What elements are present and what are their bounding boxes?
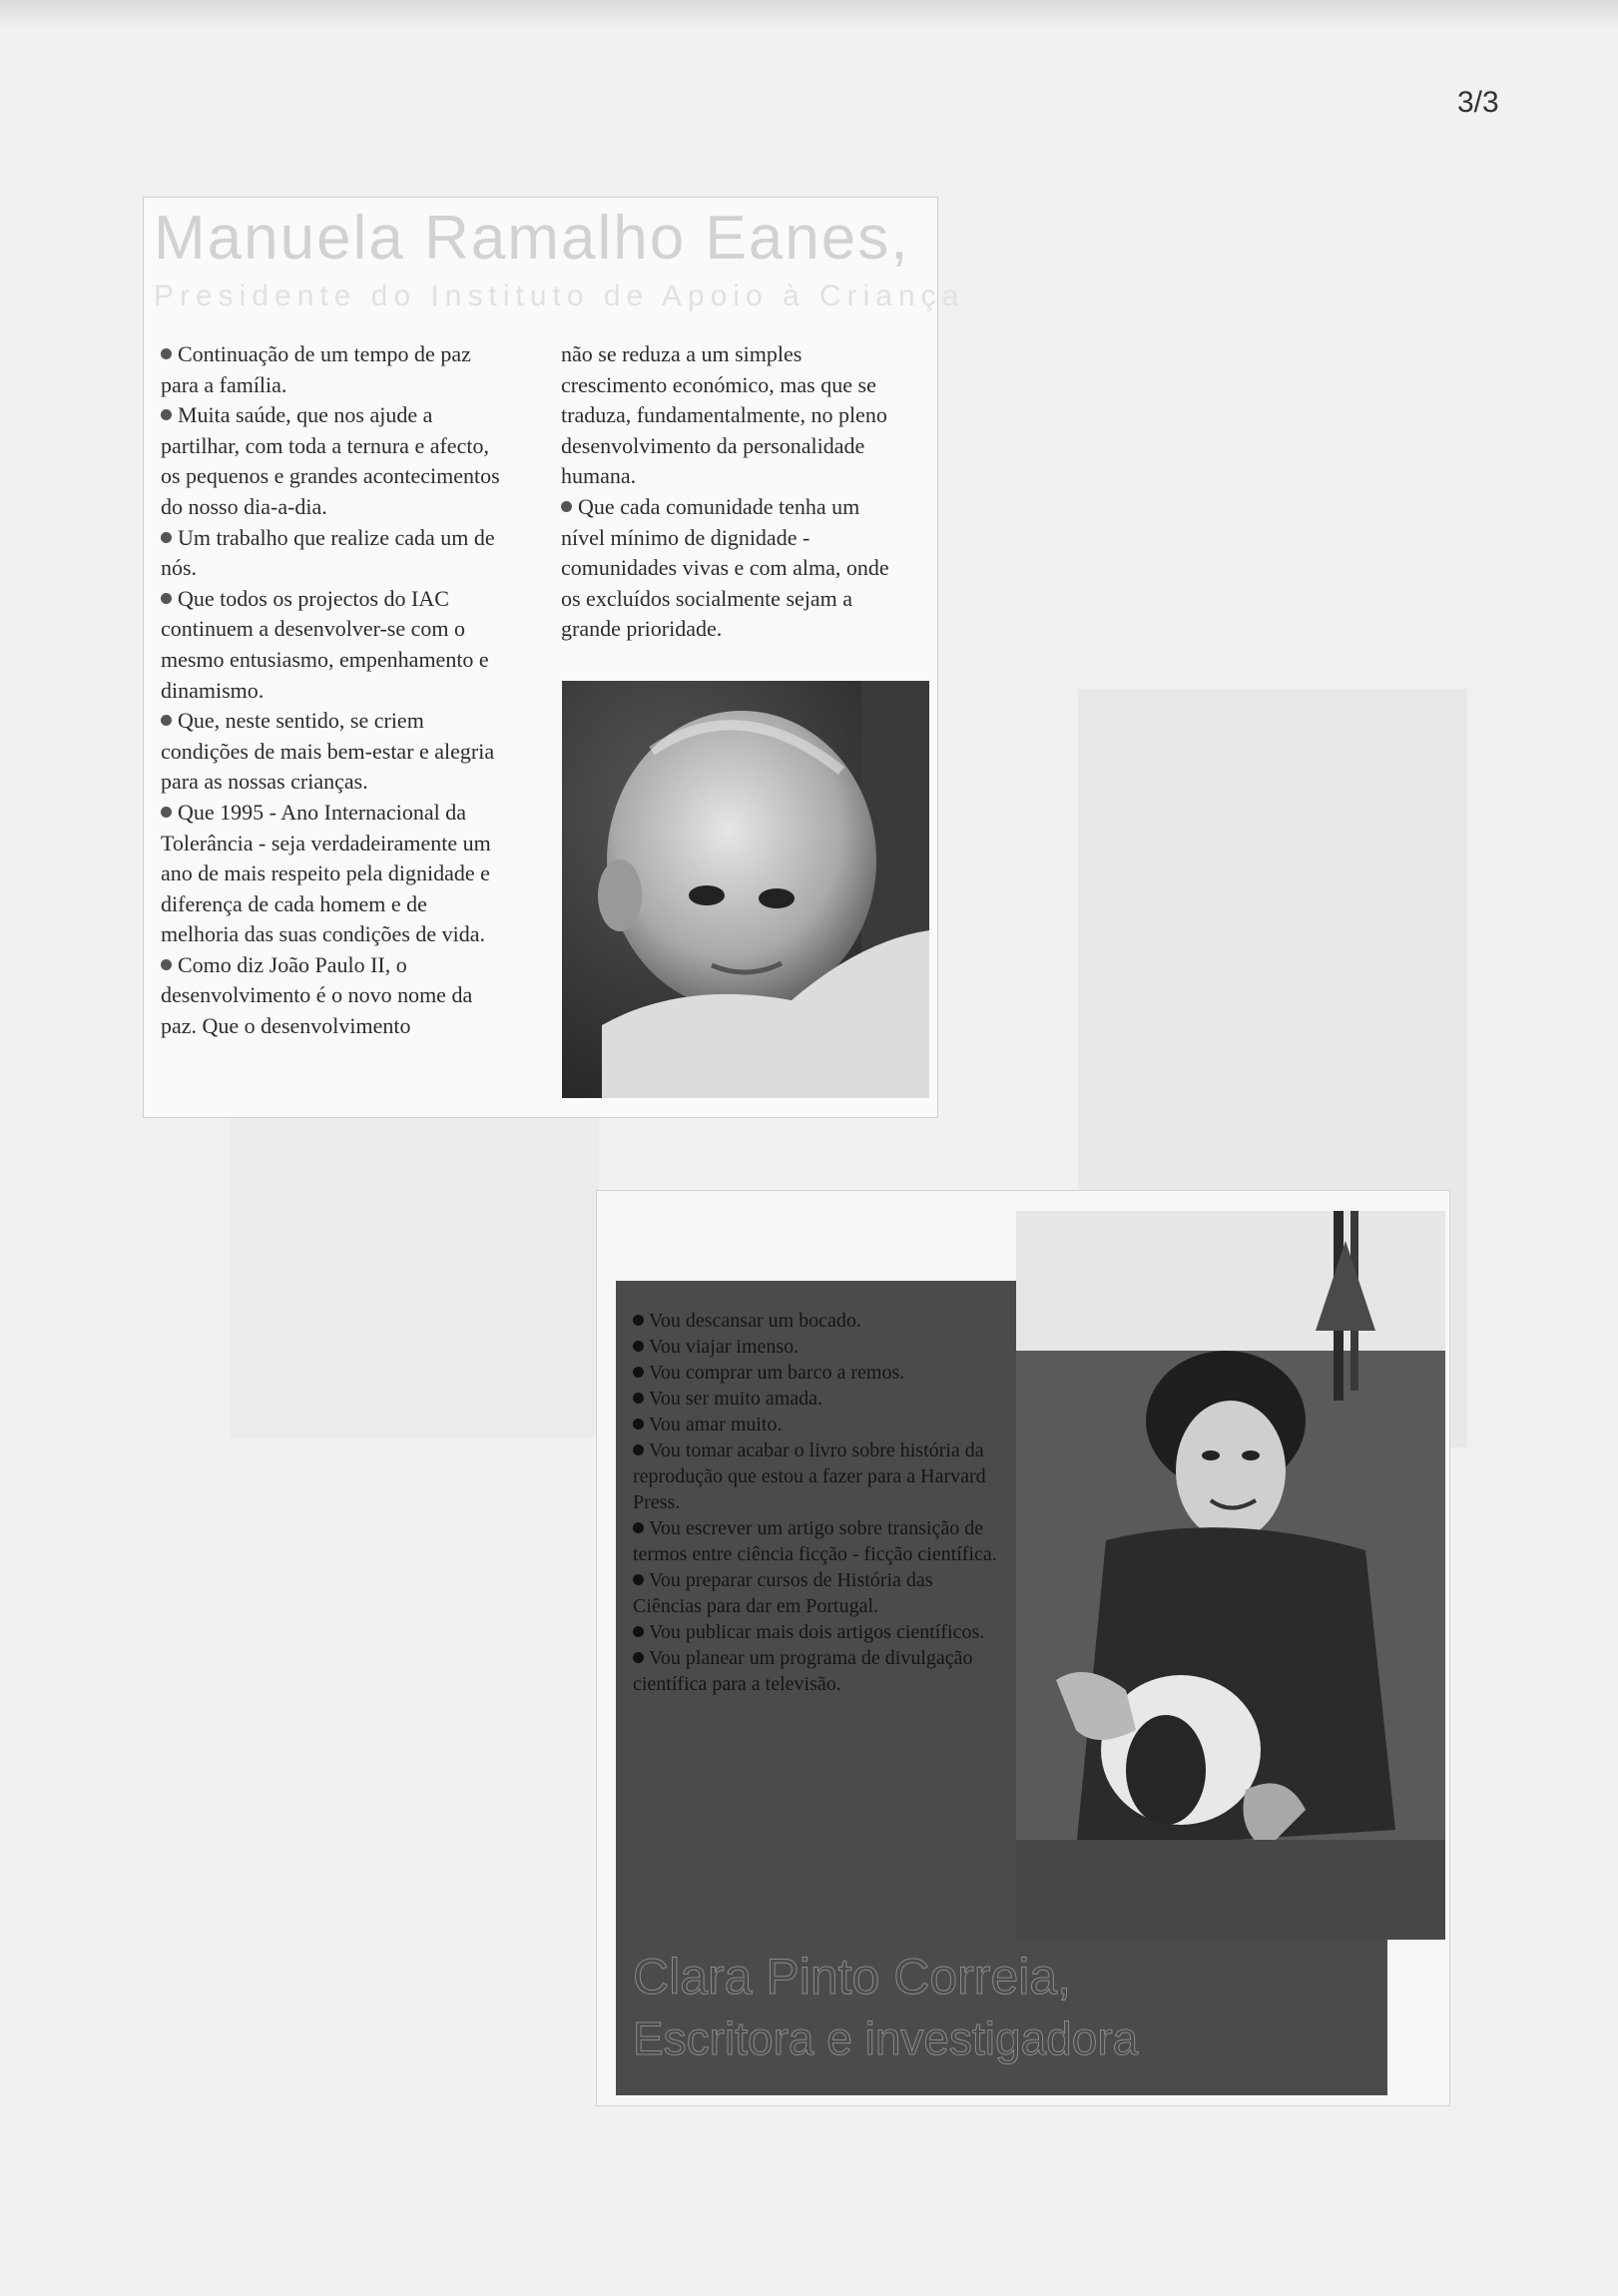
wish-item [633,1412,1004,1437]
wish-text: Vou comprar um barco a remos. [649,1362,905,1384]
bullet-icon [633,1419,644,1430]
wish-item [633,1619,1004,1645]
page-number: 3/3 [1457,86,1499,119]
wish-text: Vou ser muito amada. [649,1388,823,1410]
paragraph [161,706,510,798]
wish-item [633,1308,1004,1334]
clipping-name: Clara Pinto Correia, [633,1949,1072,2005]
text-column-left [161,339,510,1042]
wish-item [633,1437,1004,1515]
wish-text: Vou planear um programa de divulgação científica para a televisão. [633,1647,973,1695]
bullet-icon [633,1341,644,1352]
paragraph [161,798,510,950]
paragraph-text: Como diz João Paulo II, o desenvolvimento é o novo nome da paz. Que o desenvolvimento [161,951,473,1039]
baby-photo [562,681,929,1098]
scan-shadow [230,1118,599,1437]
bullet-icon [633,1522,644,1533]
paragraph-text: Que cada comunidade tenha um nível mínimo de dignidade - comunidades vivas e com alma, onde os excluídos socialmente sejam a grande prioridade. [561,493,889,642]
clipping-heading-name: Manuela Ramalho Eanes, [154,204,910,273]
wish-list [633,1308,1004,1697]
wish-text: Vou amar muito. [649,1414,783,1435]
bullet-icon [633,1574,644,1585]
paragraph-text: Que 1995 - Ano Internacional da Tolerância - seja verdadeiramente um ano de mais respeito pela dignidade e diferença de cada homem e de melhoria das suas condições de vida. [161,799,491,947]
bullet-icon [633,1393,644,1404]
bullet-icon [633,1367,644,1378]
wish-text: Vou tomar acabar o livro sobre história da reprodução que estou a fazer para a Harvard Press. [633,1439,986,1513]
bullet-icon [561,501,572,512]
bullet-icon [633,1444,644,1455]
clipping-role: Escritora e investigadora [633,2012,1139,2064]
text-column-right [561,339,905,645]
paragraph-text: Que todos os projectos do IAC continuem a desenvolver-se com o mesmo entusiasmo, empenhamento e dinamismo. [161,585,489,703]
wish-text: Vou descansar um bocado. [649,1310,861,1332]
wish-text: Vou viajar imenso. [649,1336,800,1358]
bullet-icon [633,1652,644,1663]
wish-text: Vou preparar cursos de História das Ciências para dar em Portugal. [633,1569,933,1617]
wish-item [633,1360,1004,1386]
paragraph-text: Um trabalho que realize cada um de nós. [161,524,495,581]
scanner-edge [0,0,1618,26]
paragraph [161,523,510,584]
bullet-icon [161,348,172,359]
wish-item [633,1334,1004,1360]
bullet-icon [161,409,172,420]
wish-text: Vou publicar mais dois artigos científicos. [649,1621,985,1643]
bullet-icon [161,715,172,726]
bullet-icon [161,593,172,604]
clipping-manuela-eanes [143,197,965,1118]
clipping-heading-role: Presidente do Instituto de Apoio à Criança [154,280,965,312]
wish-item [633,1645,1004,1697]
bullet-icon [161,532,172,543]
paragraph-text: Muita saúde, que nos ajude a partilhar, com toda a ternura e afecto, os pequenos e grandes acontecimentos do nosso dia-a-dia. [161,402,500,519]
clipping-clara-pinto-correia [596,1190,1450,2106]
woman-with-dog-photo [1016,1211,1445,1940]
wish-item [633,1515,1004,1567]
bullet-icon [633,1626,644,1637]
paragraph [161,584,510,706]
paragraph [561,339,905,492]
bullet-icon [161,807,172,818]
paragraph [561,492,905,645]
bullet-icon [161,959,172,970]
paragraph-text: não se reduza a um simples crescimento económico, mas que se traduza, fundamentalmente, no pleno desenvolvimento da personalidade humana. [561,341,887,489]
paragraph [161,339,510,400]
bullet-icon [633,1315,644,1326]
wish-text: Vou escrever um artigo sobre transição de termos entre ciência ficção - ficção científica. [633,1517,997,1565]
paragraph-text: Continuação de um tempo de paz para a família. [161,341,471,397]
wish-item [633,1567,1004,1619]
paragraph-text: Que, neste sentido, se criem condições de mais bem-estar e alegria para as nossas crianças. [161,708,495,795]
wish-item [633,1386,1004,1412]
paragraph [161,400,510,522]
paragraph [161,950,510,1042]
